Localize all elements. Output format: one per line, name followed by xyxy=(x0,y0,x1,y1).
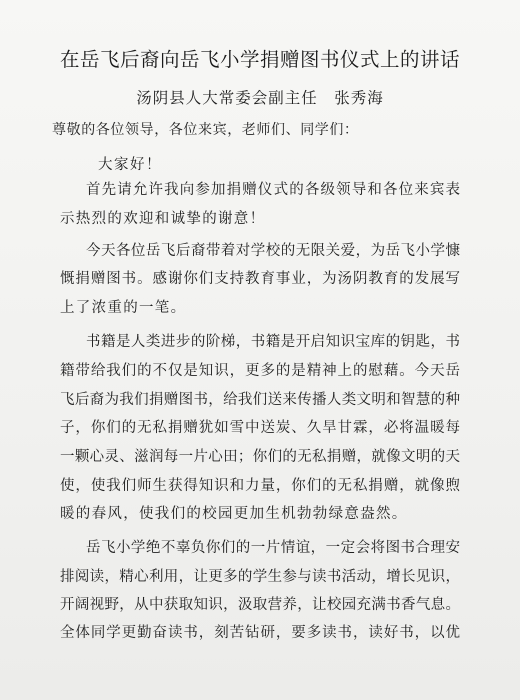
body-line: 上了浓重的一笔。 xyxy=(60,300,187,316)
body-line: 全体同学更勤奋读书，刻苦钻研，要多读书，读好书，以优 xyxy=(60,625,460,641)
body-line: 子，你们的无私捐赠犹如雪中送炭、久旱甘霖，必将温暖每 xyxy=(60,420,460,436)
body-line: 今天各位岳飞后裔带着对学校的无限关爱，为岳飞小学慷 xyxy=(86,243,460,259)
document-title: 在岳飞后裔向岳飞小学捐赠图书仪式上的讲话 xyxy=(59,48,460,71)
body-line: 暖的春风，使我们的校园更加生机勃勃绿意盎然。 xyxy=(60,506,408,522)
body-line: 岳飞小学绝不辜负你们的一片情谊，一定会将图书合理安 xyxy=(86,540,460,556)
document-subtitle: 汤阴县人大常委会副主任 张秀海 xyxy=(136,89,384,107)
body-line: 开阔视野，从中获取知识，汲取营养，让校园充满书香气息。 xyxy=(60,597,460,613)
body-line: 一颗心灵、滋润每一片心田；你们的无私捐赠，就像文明的天 xyxy=(60,449,460,465)
body-line: 使，使我们师生获得知识和力量，你们的无私捐赠，就像煦 xyxy=(60,478,460,494)
salutation: 尊敬的各位领导，各位来宾，老师们、同学们： xyxy=(52,122,359,138)
body-line: 慨捐赠图书。感谢你们支持教育事业，为汤阴教育的发展写 xyxy=(60,271,460,287)
body-line: 书籍是人类进步的阶梯，书籍是开启知识宝库的钥匙，书 xyxy=(86,334,460,350)
body-line: 排阅读，精心利用，让更多的学生参与读书活动，增长见识， xyxy=(60,569,460,585)
body-line: 示热烈的欢迎和诚挚的谢意！ xyxy=(60,211,266,227)
body-line: 籍带给我们的不仅是知识，更多的是精神上的慰藉。今天岳 xyxy=(60,363,460,379)
greeting: 大家好！ xyxy=(98,157,162,173)
body-line: 飞后裔为我们捐赠图书，给我们送来传播人类文明和智慧的种 xyxy=(60,392,460,408)
body-line: 首先请允许我向参加捐赠仪式的各级领导和各位来宾表 xyxy=(86,182,460,198)
